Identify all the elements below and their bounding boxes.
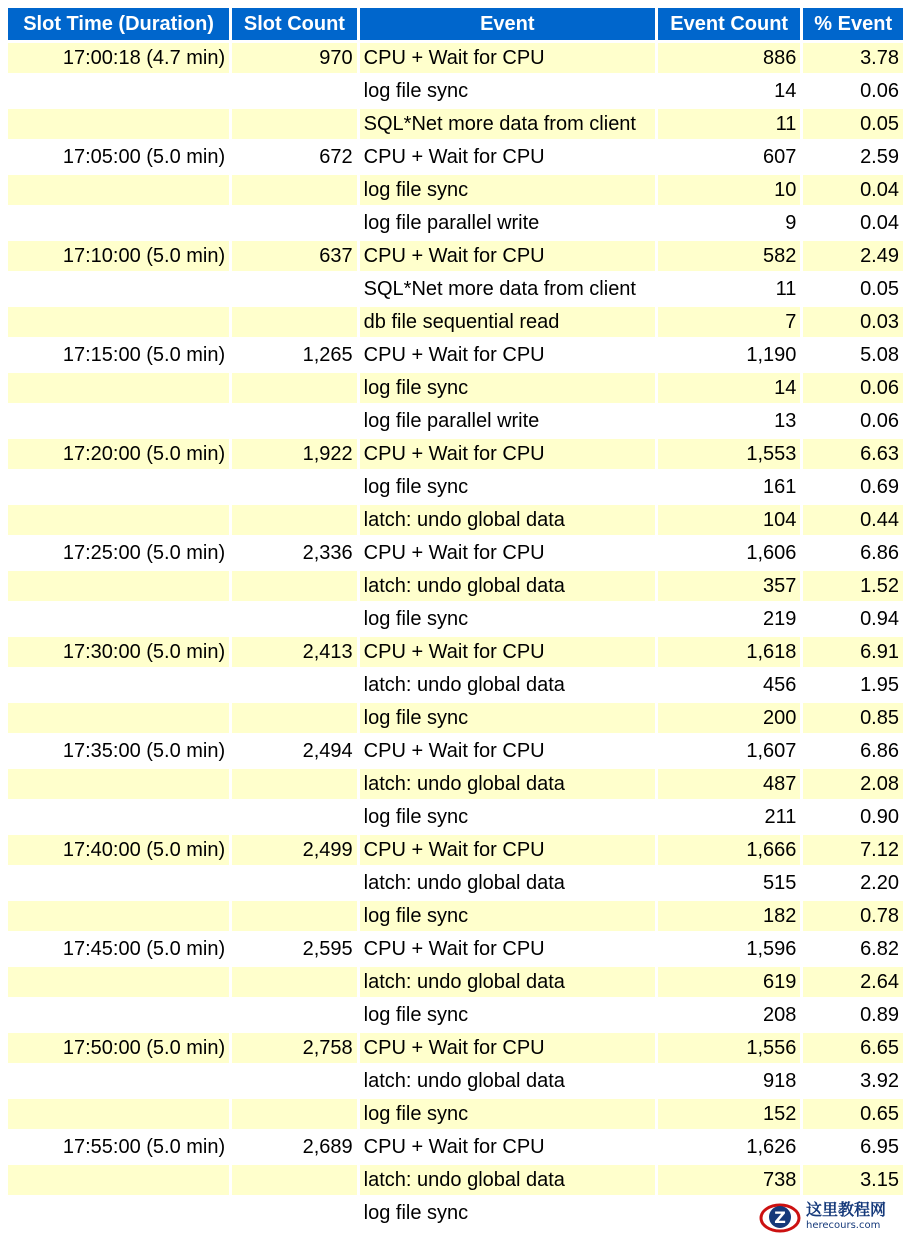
event-name-cell: latch: undo global data [360, 1165, 655, 1198]
event-name-cell: CPU + Wait for CPU [360, 43, 655, 76]
event-name-cell: SQL*Net more data from client [360, 274, 655, 307]
slot-count-cell: 1,265 [232, 340, 356, 373]
table-row [8, 175, 903, 208]
slot-time-cell [8, 208, 229, 241]
table-row [8, 868, 903, 901]
slot-count-cell [232, 307, 356, 340]
pct-event-cell: 0.44 [803, 505, 903, 538]
slot-time-cell [8, 406, 229, 439]
slot-count-cell [232, 1198, 356, 1231]
table-row [8, 1132, 903, 1165]
event-count-cell: 152 [658, 1099, 800, 1132]
pct-event-cell: 2.49 [803, 241, 903, 274]
slot-time-cell [8, 109, 229, 142]
event-count-cell: 9 [658, 208, 800, 241]
slot-time-cell [8, 1198, 229, 1231]
pct-event-cell: 6.63 [803, 439, 903, 472]
pct-event-cell: 6.86 [803, 538, 903, 571]
event-count-cell: 10 [658, 175, 800, 208]
event-name-cell: latch: undo global data [360, 868, 655, 901]
slot-time-cell [8, 901, 229, 934]
slot-time-cell [8, 967, 229, 1000]
slot-time-cell: 17:45:00 (5.0 min) [8, 934, 229, 967]
event-count-cell: 7 [658, 307, 800, 340]
slot-count-cell [232, 868, 356, 901]
slot-count-cell [232, 208, 356, 241]
event-name-cell: log file sync [360, 1198, 655, 1231]
event-name-cell: CPU + Wait for CPU [360, 835, 655, 868]
slot-time-cell: 17:00:18 (4.7 min) [8, 43, 229, 76]
table-row [8, 670, 903, 703]
event-name-cell: log file sync [360, 802, 655, 835]
table-row [8, 538, 903, 571]
event-count-cell: 918 [658, 1066, 800, 1099]
slot-count-cell [232, 901, 356, 934]
pct-event-cell: 0.65 [803, 1099, 903, 1132]
slot-time-cell [8, 571, 229, 604]
slot-count-cell: 2,494 [232, 736, 356, 769]
table-row [8, 1099, 903, 1132]
slot-time-cell: 17:15:00 (5.0 min) [8, 340, 229, 373]
slot-count-cell [232, 406, 356, 439]
pct-event-cell: 6.95 [803, 1132, 903, 1165]
event-count-cell: 1,606 [658, 538, 800, 571]
event-name-cell: CPU + Wait for CPU [360, 1033, 655, 1066]
table-row [8, 802, 903, 835]
table-row [8, 472, 903, 505]
pct-event-cell: 0.78 [803, 901, 903, 934]
event-name-cell: CPU + Wait for CPU [360, 241, 655, 274]
slot-time-cell [8, 472, 229, 505]
pct-event-cell: 7.12 [803, 835, 903, 868]
table-row [8, 1165, 903, 1198]
watermark-title: 这里教程网 [806, 1199, 887, 1219]
slot-count-cell [232, 505, 356, 538]
event-name-cell: CPU + Wait for CPU [360, 439, 655, 472]
table-row [8, 340, 903, 373]
slot-count-cell: 672 [232, 142, 356, 175]
slot-time-cell [8, 604, 229, 637]
event-count-cell: 182 [658, 901, 800, 934]
slot-time-cell: 17:35:00 (5.0 min) [8, 736, 229, 769]
table-row [8, 373, 903, 406]
table-body [8, 43, 903, 1231]
slot-count-cell: 2,595 [232, 934, 356, 967]
event-count-cell: 1,618 [658, 637, 800, 670]
table-row [8, 637, 903, 670]
event-name-cell: CPU + Wait for CPU [360, 934, 655, 967]
event-name-cell: latch: undo global data [360, 505, 655, 538]
event-count-cell: 161 [658, 472, 800, 505]
event-count-cell: 13 [658, 406, 800, 439]
pct-event-cell: 0.03 [803, 307, 903, 340]
event-count-cell: 886 [658, 43, 800, 76]
event-count-cell: 1,607 [658, 736, 800, 769]
event-name-cell: CPU + Wait for CPU [360, 340, 655, 373]
pct-event-cell: 0.04 [803, 175, 903, 208]
event-name-cell: CPU + Wait for CPU [360, 142, 655, 175]
event-count-cell: 14 [658, 373, 800, 406]
pct-event-cell: 3.15 [803, 1165, 903, 1198]
slot-time-cell: 17:55:00 (5.0 min) [8, 1132, 229, 1165]
pct-event-cell: 2.64 [803, 967, 903, 1000]
table-row [8, 1000, 903, 1033]
event-count-cell: 211 [658, 802, 800, 835]
slot-count-cell [232, 1066, 356, 1099]
slot-time-cell [8, 76, 229, 109]
slot-count-cell [232, 109, 356, 142]
slot-count-cell [232, 1000, 356, 1033]
event-count-cell: 619 [658, 967, 800, 1000]
site-watermark [758, 1196, 904, 1236]
slot-time-cell [8, 1165, 229, 1198]
event-count-cell: 1,626 [658, 1132, 800, 1165]
event-name-cell: CPU + Wait for CPU [360, 637, 655, 670]
slot-count-cell: 2,758 [232, 1033, 356, 1066]
event-count-cell: 219 [658, 604, 800, 637]
column-header-pct-event: % Event [803, 8, 903, 43]
pct-event-cell: 6.82 [803, 934, 903, 967]
table-row [8, 274, 903, 307]
event-count-cell: 1,553 [658, 439, 800, 472]
event-name-cell: latch: undo global data [360, 1066, 655, 1099]
event-name-cell: log file parallel write [360, 208, 655, 241]
table-row [8, 307, 903, 340]
pct-event-cell: 2.20 [803, 868, 903, 901]
table-row [8, 43, 903, 76]
table-row [8, 901, 903, 934]
slot-time-cell [8, 703, 229, 736]
table-row [8, 967, 903, 1000]
pct-event-cell: 2.59 [803, 142, 903, 175]
event-count-cell: 200 [658, 703, 800, 736]
event-count-cell: 1,190 [658, 340, 800, 373]
slot-count-cell [232, 1099, 356, 1132]
event-name-cell: CPU + Wait for CPU [360, 736, 655, 769]
slot-time-cell: 17:20:00 (5.0 min) [8, 439, 229, 472]
slot-count-cell: 637 [232, 241, 356, 274]
slot-count-cell [232, 670, 356, 703]
column-header-event-count: Event Count [658, 8, 800, 43]
slot-time-cell [8, 1066, 229, 1099]
table-row [8, 571, 903, 604]
event-count-cell: 487 [658, 769, 800, 802]
pct-event-cell: 0.06 [803, 373, 903, 406]
logo-letter: Z [774, 1208, 786, 1227]
table-row [8, 142, 903, 175]
pct-event-cell: 6.86 [803, 736, 903, 769]
event-name-cell: SQL*Net more data from client [360, 109, 655, 142]
event-name-cell: log file parallel write [360, 406, 655, 439]
event-name-cell: latch: undo global data [360, 967, 655, 1000]
table-row [8, 505, 903, 538]
event-name-cell: log file sync [360, 604, 655, 637]
watermark-text [806, 1199, 887, 1231]
event-name-cell: log file sync [360, 373, 655, 406]
event-count-cell: 1,556 [658, 1033, 800, 1066]
event-name-cell: log file sync [360, 703, 655, 736]
slot-time-cell [8, 670, 229, 703]
event-name-cell: log file sync [360, 175, 655, 208]
ash-activity-table [5, 8, 906, 1231]
slot-count-cell: 2,413 [232, 637, 356, 670]
slot-count-cell [232, 1165, 356, 1198]
slot-count-cell [232, 802, 356, 835]
pct-event-cell: 0.05 [803, 109, 903, 142]
column-header-event: Event [360, 8, 655, 43]
event-name-cell: latch: undo global data [360, 670, 655, 703]
pct-event-cell: 0.06 [803, 76, 903, 109]
event-name-cell: latch: undo global data [360, 769, 655, 802]
event-name-cell: latch: undo global data [360, 571, 655, 604]
table-row [8, 1066, 903, 1099]
pct-event-cell: 0.94 [803, 604, 903, 637]
slot-time-cell: 17:25:00 (5.0 min) [8, 538, 229, 571]
z-logo-icon [758, 1196, 802, 1236]
slot-time-cell: 17:05:00 (5.0 min) [8, 142, 229, 175]
slot-time-cell [8, 373, 229, 406]
event-name-cell: CPU + Wait for CPU [360, 538, 655, 571]
event-count-cell: 208 [658, 1000, 800, 1033]
table-row [8, 934, 903, 967]
slot-count-cell [232, 967, 356, 1000]
pct-event-cell: 0.89 [803, 1000, 903, 1033]
table-row [8, 1033, 903, 1066]
slot-time-cell [8, 1099, 229, 1132]
slot-count-cell [232, 373, 356, 406]
pct-event-cell: 6.91 [803, 637, 903, 670]
table-header-row [8, 8, 903, 43]
table-row [8, 439, 903, 472]
slot-time-cell: 17:50:00 (5.0 min) [8, 1033, 229, 1066]
pct-event-cell: 6.65 [803, 1033, 903, 1066]
column-header-slot-time: Slot Time (Duration) [8, 8, 229, 43]
event-count-cell: 104 [658, 505, 800, 538]
slot-count-cell [232, 76, 356, 109]
pct-event-cell: 0.90 [803, 802, 903, 835]
slot-time-cell [8, 802, 229, 835]
event-count-cell: 582 [658, 241, 800, 274]
slot-count-cell [232, 769, 356, 802]
pct-event-cell: 0.04 [803, 208, 903, 241]
event-count-cell: 738 [658, 1165, 800, 1198]
table-row [8, 208, 903, 241]
event-name-cell: log file sync [360, 76, 655, 109]
pct-event-cell: 3.92 [803, 1066, 903, 1099]
event-name-cell: log file sync [360, 1099, 655, 1132]
pct-event-cell: 0.05 [803, 274, 903, 307]
event-name-cell: log file sync [360, 472, 655, 505]
table-row [8, 835, 903, 868]
slot-count-cell [232, 604, 356, 637]
event-name-cell: log file sync [360, 1000, 655, 1033]
slot-time-cell [8, 1000, 229, 1033]
table-row [8, 241, 903, 274]
event-name-cell: CPU + Wait for CPU [360, 1132, 655, 1165]
pct-event-cell: 0.06 [803, 406, 903, 439]
table-row [8, 76, 903, 109]
pct-event-cell: 0.69 [803, 472, 903, 505]
slot-time-cell: 17:30:00 (5.0 min) [8, 637, 229, 670]
slot-time-cell [8, 868, 229, 901]
slot-time-cell: 17:40:00 (5.0 min) [8, 835, 229, 868]
event-name-cell: db file sequential read [360, 307, 655, 340]
pct-event-cell: 3.78 [803, 43, 903, 76]
slot-time-cell [8, 274, 229, 307]
pct-event-cell: 1.52 [803, 571, 903, 604]
slot-count-cell: 1,922 [232, 439, 356, 472]
pct-event-cell: 2.08 [803, 769, 903, 802]
pct-event-cell: 0.85 [803, 703, 903, 736]
slot-time-cell [8, 769, 229, 802]
event-count-cell: 607 [658, 142, 800, 175]
slot-count-cell [232, 175, 356, 208]
slot-time-cell [8, 505, 229, 538]
event-count-cell: 1,596 [658, 934, 800, 967]
table-row [8, 703, 903, 736]
slot-count-cell [232, 703, 356, 736]
event-count-cell: 14 [658, 76, 800, 109]
table-row [8, 406, 903, 439]
slot-count-cell: 970 [232, 43, 356, 76]
slot-time-cell [8, 307, 229, 340]
event-name-cell: log file sync [360, 901, 655, 934]
event-count-cell: 456 [658, 670, 800, 703]
slot-time-cell: 17:10:00 (5.0 min) [8, 241, 229, 274]
table-row [8, 109, 903, 142]
slot-count-cell [232, 274, 356, 307]
slot-count-cell: 2,336 [232, 538, 356, 571]
slot-count-cell [232, 571, 356, 604]
watermark-url: herecours.com [806, 1219, 881, 1231]
event-count-cell: 11 [658, 109, 800, 142]
slot-count-cell [232, 472, 356, 505]
event-count-cell: 515 [658, 868, 800, 901]
slot-time-cell [8, 175, 229, 208]
table-row [8, 604, 903, 637]
pct-event-cell: 5.08 [803, 340, 903, 373]
slot-count-cell: 2,499 [232, 835, 356, 868]
event-count-cell: 357 [658, 571, 800, 604]
table-row [8, 736, 903, 769]
table-row [8, 769, 903, 802]
pct-event-cell: 1.95 [803, 670, 903, 703]
event-count-cell: 1,666 [658, 835, 800, 868]
column-header-slot-count: Slot Count [232, 8, 356, 43]
slot-count-cell: 2,689 [232, 1132, 356, 1165]
event-count-cell: 11 [658, 274, 800, 307]
